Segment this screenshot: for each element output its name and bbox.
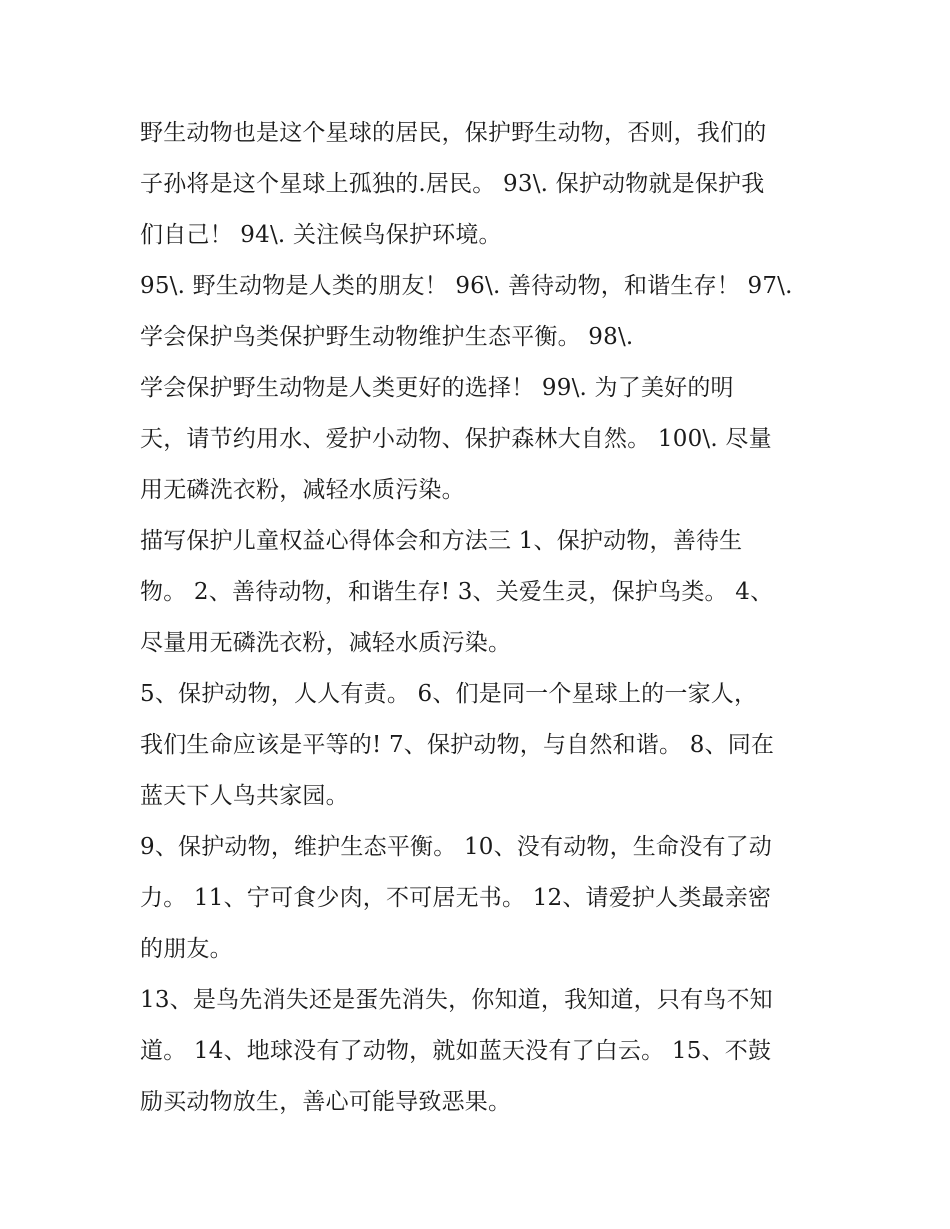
text-line: 力。 11、宁可食少肉，不可居无书。 12、请爱护人类最亲密 <box>140 885 772 911</box>
text-line: 物。 2、善待动物，和谐生存! 3、关爱生灵，保护鸟类。 4、 <box>140 579 774 605</box>
text-line: 95\. 野生动物是人类的朋友！ 96\. 善待动物，和谐生存！ 97\. <box>140 273 793 299</box>
text-line: 励买动物放生，善心可能导致恶果。 <box>140 1089 512 1115</box>
text-line: 5、保护动物，人人有责。 6、们是同一个星球上的一家人， <box>140 681 758 707</box>
text-line: 用无磷洗衣粉，减轻水质污染。 <box>140 477 465 503</box>
text-line: 学会保护鸟类保护野生动物维护生态平衡。 98\. <box>140 324 634 350</box>
text-line: 描写保护儿童权益心得体会和方法三 1、保护动物，善待生 <box>140 528 743 554</box>
text-line: 的朋友。 <box>140 936 233 962</box>
document-body <box>140 108 820 1128</box>
text-line: 尽量用无磷洗衣粉，减轻水质污染。 <box>140 630 512 656</box>
text-line: 野生动物也是这个星球的居民，保护野生动物，否则，我们的 <box>140 120 767 146</box>
text-line: 我们生命应该是平等的! 7、保护动物，与自然和谐。 8、同在 <box>140 732 775 758</box>
text-line: 13、是鸟先消失还是蛋先消失，你知道，我知道，只有鸟不知 <box>140 987 773 1013</box>
text-line: 9、保护动物，维护生态平衡。 10、没有动物，生命没有了动 <box>140 834 773 860</box>
text-line: 们自己！ 94\. 关注候鸟保护环境。 <box>140 222 502 248</box>
text-line: 子孙将是这个星球上孤独的.居民。 93\. 保护动物就是保护我 <box>140 171 765 197</box>
text-line: 学会保护野生动物是人类更好的选择！ 99\. 为了美好的明 <box>140 375 734 401</box>
text-line: 道。 14、地球没有了动物，就如蓝天没有了白云。 15、不鼓 <box>140 1038 772 1064</box>
text-line: 天，请节约用水、爱护小动物、保护森林大自然。 100\. 尽量 <box>140 426 772 452</box>
text-line: 蓝天下人鸟共家园。 <box>140 783 349 809</box>
